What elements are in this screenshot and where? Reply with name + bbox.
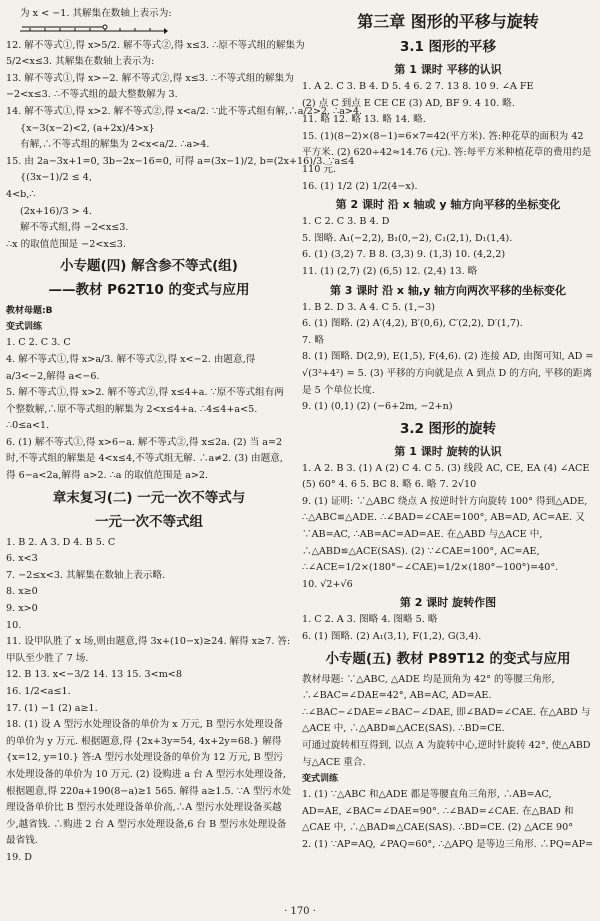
answer-line: (2x+16)/3 > 4.: [20, 205, 92, 217]
answer-paragraph: 18. (1) 设 A 型污水处理设备的单价为 x 万元, B 型污水处理设备的单价为 y 万元. 根据题意,得 {2x+3y=54, 4x+2y=68.} 解得 {x=12, y=10.} 答:A 型污水处理设备的单价为 12 万元, B 型污水处理设备的单价为 10 万元. (2) 设购进 a 台 A 型污水处理设备,根据题意,得 220a+190(8−a)≥1 565. 解得 a≥1.5. ∵A 型污水处理设备单价比 B 型污水处理设备单价高,∴A 型污水处理设备买越少,越省钱. ∴购进 2 台 A 型污水处理设备,6 台 B 型污水处理设备最省钱.: [6, 719, 292, 847]
answer-line: 13. 解不等式①,得 x>−2. 解不等式②,得 x≤3. ∴不等式组的解集为: [6, 72, 294, 84]
answer-paragraph: 11. 设甲队胜了 x 场,则由题意,得 3x+(10−x)≥24. 解得 x≥7. 答:甲队至少胜了 7 场.: [6, 636, 291, 664]
answer-paragraph: 教材母题: ∵△ABC, △ADE 均是顶角为 42° 的等腰三角形, ∴∠BAC=∠DAE=42°, AB=AC, AD=AE. ∴∠BAC−∠DAE=∠BAC−∠DAE, 即∠BAD=∠CAE. 在△ABD 与△ACE 中, ∴△ABD≌△ACE(SAS). ∴BD=CE.: [302, 673, 591, 735]
answer-line: 11. (1) (2,7) (2) (6,5) 12. (2,4) 13. 略: [302, 265, 478, 277]
answer-line: ∴x 的取值范围是 −2<x≤3.: [6, 238, 126, 250]
lesson-heading: 第 1 课时 平移的认识: [394, 63, 502, 76]
answer-line: 10.: [6, 619, 22, 631]
section-heading: 小专题(四) 解含参不等式(组): [60, 258, 238, 275]
answer-line: 4<b,∴: [6, 188, 36, 200]
answer-line: 5. 图略. A₁(−2,2), B₁(0,−2), C₁(2,1), D₁(1,4).: [302, 232, 513, 244]
answer-line: 解不等式组,得 −2<x≤3.: [20, 222, 129, 234]
answer-line: 15. 由 2a−3x+1=0, 3b−2x−16=0, 可得 a=(3x−1)/2, b=(2x+16)/3. ∵a≤4: [6, 155, 355, 167]
answer-line: 19. D: [6, 851, 32, 863]
answer-line: 9. x>0: [6, 603, 38, 615]
page-number: · 170 ·: [284, 906, 316, 917]
answer-paragraph: 4. 解不等式①,得 x>a/3. 解不等式②,得 x<−2. 由题意,得 a/3<−2,解得 a<−6.: [6, 353, 256, 382]
answer-line: 14. 解不等式①,得 x>2. 解不等式②,得 x<a/2. ∵此不等式组有解,∴a/2>2. ∴a>4.: [6, 105, 363, 117]
answer-line: 1. B 2. A 3. D 4. B 5. C: [6, 536, 116, 548]
answer-line: 7. −2≤x<3. 其解集在数轴上表示略.: [6, 569, 166, 581]
answer-line: 5/2<x≤3. 其解集在数轴上表示为:: [6, 56, 155, 68]
answer-line: (5) 60° 4. 6 5. BC 8. 略 6. 略 7. 2√10: [302, 479, 477, 491]
answer-paragraph: 6. (1) 解不等式①,得 x>6−a. 解不等式②,得 x≤2a. (2) 当 a=2 时,不等式组的解集是 4<x≤4,不等式组无解. ∴a≠2. (3) 由题意,得 6−a<2a,解得 a>2. ∴a 的取值范围是 a>2.: [6, 436, 283, 482]
answer-line: (2) 点 C 到点 E CE CE (3) AD, BF 9. 4 10. 略.: [302, 97, 515, 109]
answer-line: 6. x<3: [6, 553, 38, 565]
answer-line: 1. C 2. A 3. 图略 4. 图略 5. 略: [302, 614, 438, 626]
answer-line: 7. 略: [302, 334, 324, 346]
answer-line: 12. B 13. x<−3/2 14. 13 15. 3<m<8: [6, 669, 182, 681]
answer-line: 1. B 2. D 3. A 4. C 5. (1,−3): [302, 301, 436, 313]
lesson-heading: 第 1 课时 旋转的认识: [394, 444, 502, 458]
answer-paragraph: 可通过旋转相互得到, 以点 A 为旋转中心,逆时针旋转 42°, 使△ABD 与△ACE 重合.: [302, 740, 591, 768]
answer-line: 9. (1) (0,1) (2) (−6+2m, −2+n): [302, 401, 453, 413]
answer-line: 17. (1) −1 (2) a≥1.: [6, 702, 98, 714]
answer-line: 10. √2+√6: [302, 578, 353, 590]
answer-paragraph: 15. (1)(8−2)×(8−1)=6×7=42(平方米). 答:种花草的面积为 42 平方米. (2) 620÷42≈14.76 (元). 答:每平方米种植花草的费用约是 110 元.: [302, 130, 592, 175]
section-heading: 章末复习(二) 一元一次不等式与: [52, 489, 246, 506]
label: 变式训练: [302, 774, 339, 785]
answer-line: 8. x≥0: [6, 586, 38, 598]
lesson-heading: 第 3 课时 沿 x 轴,y 轴方向两次平移的坐标变化: [329, 283, 567, 297]
answer-line: −2<x≤3. ∴不等式组的最大整数解为 3.: [6, 89, 178, 101]
label: 变式训练: [6, 322, 43, 333]
lesson-heading: 第 2 课时 旋转作图: [399, 596, 497, 610]
answer-line: 16. (1) 1/2 (2) 1/2(4−x).: [302, 180, 418, 192]
section-heading: 3.1 图形的平移: [399, 39, 497, 55]
number-line-diagram: [18, 24, 168, 36]
answer-line: {(3x−1)/2 ≤ 4,: [20, 172, 92, 184]
answer-line: 有解,∴不等式组的解集为 2<x<a/2. ∴a>4.: [20, 139, 210, 151]
answer-line: 6. (1) 图略. (2) A₁(3,1), F(1,2), G(3,4).: [302, 631, 482, 643]
answer-line: {x−3(x−2)<2, (a+2x)/4>x}: [20, 122, 155, 134]
answer-paragraph: 5. 解不等式①,得 x>2. 解不等式②,得 x≤4+a. ∵原不等式组有两个整数解,∴原不等式组的解集为 2<x≤4+a. ∴4≤4+a<5. ∴0≤a<1.: [6, 387, 284, 432]
answer-line: 1. C 2. C 3. C: [6, 337, 71, 349]
answer-line: 12. 解不等式①,得 x>5/2. 解不等式②,得 x≤3. ∴原不等式组的解集为: [6, 39, 305, 51]
answer-line: 1. A 2. C 3. B 4. D 5. 4 6. 2 7. 13 8. 10 9. ∠A FE: [302, 81, 534, 92]
lesson-heading: 第 2 课时 沿 x 轴或 y 轴方向平移的坐标变化: [335, 198, 561, 212]
section-heading: 3.2 图形的旋转: [399, 420, 497, 437]
answer-line: 16. 1/2<a≤1.: [6, 686, 71, 697]
answer-line: 2. (1) ∵AP=AQ, ∠PAQ=60°, ∴△APQ 是等边三角形. ∴PQ=AP=: [302, 838, 594, 850]
answer-line: 1. A 2. B 3. (1) A (2) C 4. C 5. (3) 线段 AC, CE, EA (4) ∠ACE: [302, 462, 590, 474]
answer-line: 6. (1) 图略. (2) A′(4,2), B′(0,6), C′(2,2), D′(1,7).: [302, 318, 523, 330]
section-heading: 小专题(五) 教材 P89T12 的变式与应用: [325, 650, 571, 667]
section-subheading: ——教材 P62T10 的变式与应用: [48, 282, 250, 299]
answer-paragraph: 9. (1) 证明: ∵△ABC 绕点 A 按逆时针方向旋转 100° 得到△ADE, ∴△ABC≌△ADE. ∴∠BAD=∠CAE=100°, AB=AD, AC=AE. 又∵AB=AC, ∴AB=AC=AD=AE. 在△ABD 与△ACE 中, ∴△ABD≌△ACE(SAS). (2) ∵∠CAE=100°, AC=AE, ∴∠ACE=1/2×(180°−∠CAE)=1/2×(180°−100°)=40°.: [302, 495, 588, 574]
label: 教材母题:B: [6, 306, 53, 317]
section-heading: 一元一次不等式组: [95, 513, 203, 530]
answer-line: 1. C 2. C 3. B 4. D: [302, 216, 390, 228]
right-column: [302, 6, 594, 854]
answer-line: 为 x < −1. 其解集在数轴上表示为:: [20, 8, 172, 19]
answer-line: 11. 略 12. 略 13. 略 14. 略.: [302, 114, 426, 126]
answer-paragraph: 1. (1) ∵△ABC 和△ADE 都是等腰直角三角形, ∴AB=AC, AD=AE, ∠BAC=∠DAE=90°. ∴∠BAD=∠CAE. 在△BAD 和△CAE 中, ∴△BAD≌△CAE(SAS). ∴BD=CE. (2) △ACE 90°: [302, 789, 574, 834]
answer-line: 6. (1) (3,2) 7. B 8. (3,3) 9. (1,3) 10. (4,2,2): [302, 249, 506, 261]
chapter-title: 第三章 图形的平移与旋转: [357, 12, 539, 31]
answer-paragraph: 8. (1) 图略. D(2,9), E(1,5), F(4,6). (2) 连接 AD, 由图可知, AD = √(3²+4²) = 5. (3) 平移的方向就是点 A 到点 D 的方向, 平移的距离是 5 个单位长度.: [302, 351, 594, 396]
